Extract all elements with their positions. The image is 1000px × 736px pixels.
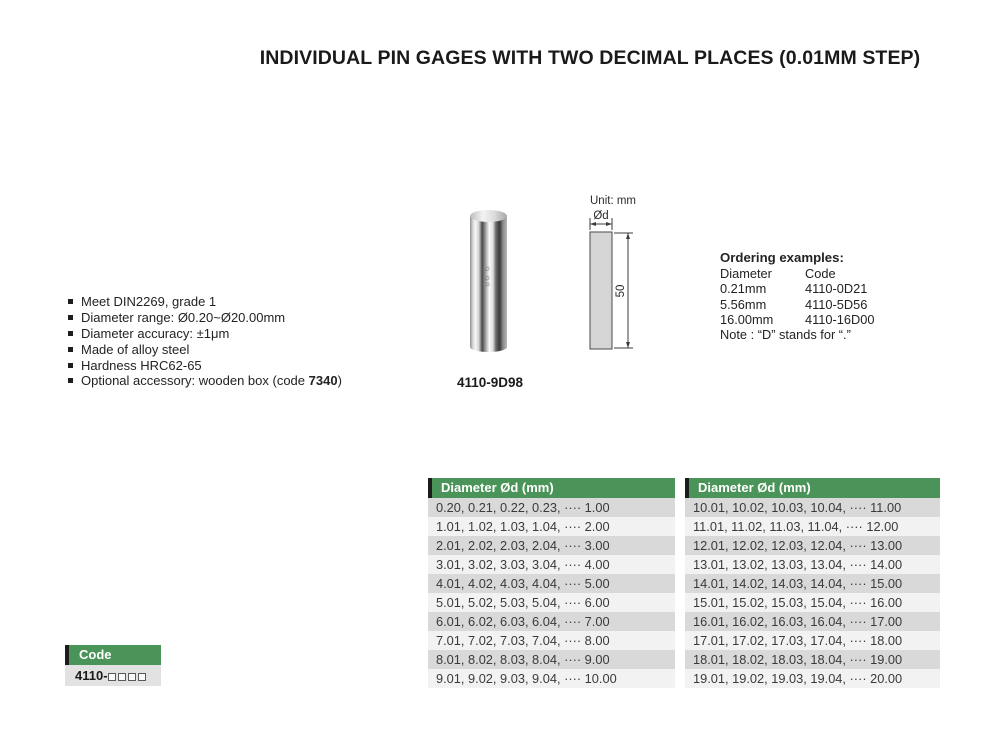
unit-label: Unit: mm — [590, 195, 636, 207]
feature-text: Diameter accuracy: ±1μm — [81, 325, 230, 341]
feature-text: Made of alloy steel — [81, 341, 190, 357]
table-row: 9.01, 9.02, 9.03, 9.04, ···· 10.00 — [428, 669, 675, 688]
code-box-value — [65, 665, 161, 686]
bullet-icon — [68, 315, 73, 320]
page-title: INDIVIDUAL PIN GAGES WITH TWO DECIMAL PLACES (0.01MM STEP) — [259, 47, 921, 69]
feature-item — [68, 341, 342, 357]
bullet-icon — [68, 299, 73, 304]
diameter-table-right — [685, 478, 940, 688]
ordering-code: 4110-5D56 — [805, 296, 868, 312]
table-row: 12.01, 12.02, 12.03, 12.04, ···· 13.00 — [685, 536, 940, 555]
bullet-icon — [68, 363, 73, 368]
ordering-diameter: 16.00mm — [720, 311, 774, 327]
length-dim-label: 50 — [615, 284, 627, 298]
feature-item — [68, 310, 342, 326]
dimension-drawing — [585, 188, 665, 360]
code-box-header: Code — [65, 645, 161, 665]
pin-gage-top-face — [470, 210, 507, 222]
diameter-dim-label: Ød — [593, 210, 609, 222]
ordering-code: 4110-16D00 — [805, 311, 875, 327]
pin-gage-label: 4110-9D98 — [456, 375, 524, 390]
table-body — [685, 498, 940, 688]
feature-text: Hardness HRC62-65 — [81, 357, 202, 373]
code-placeholder-square — [128, 673, 136, 681]
table-row: 8.01, 8.02, 8.03, 8.04, ···· 9.00 — [428, 650, 675, 669]
ordering-examples — [720, 250, 875, 342]
table-row: 13.01, 13.02, 13.03, 13.04, ···· 14.00 — [685, 555, 940, 574]
bullet-icon — [68, 378, 73, 383]
ordering-col-diameter: Diameter — [720, 266, 772, 281]
table-row: 10.01, 10.02, 10.03, 10.04, ···· 11.00 — [685, 498, 940, 517]
table-row: 18.01, 18.02, 18.03, 18.04, ···· 19.00 — [685, 650, 940, 669]
feature-item — [68, 373, 342, 389]
bullet-icon — [68, 347, 73, 352]
feature-item — [68, 294, 342, 310]
feature-item — [68, 326, 342, 342]
diameter-table-left — [428, 478, 675, 688]
table-row: 2.01, 2.02, 2.03, 2.04, ···· 3.00 — [428, 536, 675, 555]
code-prefix: 4110- — [75, 668, 108, 683]
table-row: 5.01, 5.02, 5.03, 5.04, ···· 6.00 — [428, 593, 675, 612]
code-placeholder-squares — [108, 668, 148, 683]
table-header: Diameter Ød (mm) — [428, 478, 675, 498]
ordering-title: Ordering examples: — [720, 250, 844, 265]
table-row: 6.01, 6.02, 6.03, 6.04, ···· 7.00 — [428, 612, 675, 631]
pin-outline-rect — [590, 232, 612, 349]
table-row: 3.01, 3.02, 3.03, 3.04, ···· 4.00 — [428, 555, 675, 574]
accessory-code: 7340 — [308, 373, 338, 389]
bullet-icon — [68, 331, 73, 336]
table-row: 7.01, 7.02, 7.03, 7.04, ···· 8.00 — [428, 631, 675, 650]
feature-item — [68, 357, 342, 373]
table-row: 14.01, 14.02, 14.03, 14.04, ···· 15.00 — [685, 574, 940, 593]
table-row: 1.01, 1.02, 1.03, 1.04, ···· 2.00 — [428, 517, 675, 536]
code-placeholder-square — [118, 673, 126, 681]
table-row: 17.01, 17.02, 17.03, 17.04, ···· 18.00 — [685, 631, 940, 650]
pin-gage-image — [470, 212, 507, 352]
table-row: 4.01, 4.02, 4.03, 4.04, ···· 5.00 — [428, 574, 675, 593]
table-row: 0.20, 0.21, 0.22, 0.23, ···· 1.00 — [428, 498, 675, 517]
code-box — [65, 645, 161, 686]
feature-text: Optional accessory: wooden box (code 7340) — [81, 373, 342, 389]
ordering-table — [720, 266, 875, 327]
ordering-diameter: 0.21mm — [720, 281, 767, 297]
feature-text: Meet DIN2269, grade 1 — [81, 294, 217, 310]
feature-text: Diameter range: Ø0.20~Ø20.00mm — [81, 310, 286, 326]
table-header: Diameter Ød (mm) — [685, 478, 940, 498]
feature-list — [68, 294, 342, 389]
table-body — [428, 498, 675, 688]
ordering-code: 4110-0D21 — [805, 281, 868, 297]
table-row: 15.01, 15.02, 15.03, 15.04, ···· 16.00 — [685, 593, 940, 612]
code-placeholder-square — [138, 673, 146, 681]
code-placeholder-square — [108, 673, 116, 681]
table-row: 11.01, 11.02, 11.03, 11.04, ···· 12.00 — [685, 517, 940, 536]
table-row: 19.01, 19.02, 19.03, 19.04, ···· 20.00 — [685, 669, 940, 688]
ordering-note: Note : “D” stands for “.” — [720, 327, 851, 343]
pin-etched-size: 9.98 — [480, 266, 491, 288]
ordering-diameter: 5.56mm — [720, 296, 767, 312]
table-row: 16.01, 16.02, 16.03, 16.04, ···· 17.00 — [685, 612, 940, 631]
ordering-col-code: Code — [805, 266, 836, 281]
